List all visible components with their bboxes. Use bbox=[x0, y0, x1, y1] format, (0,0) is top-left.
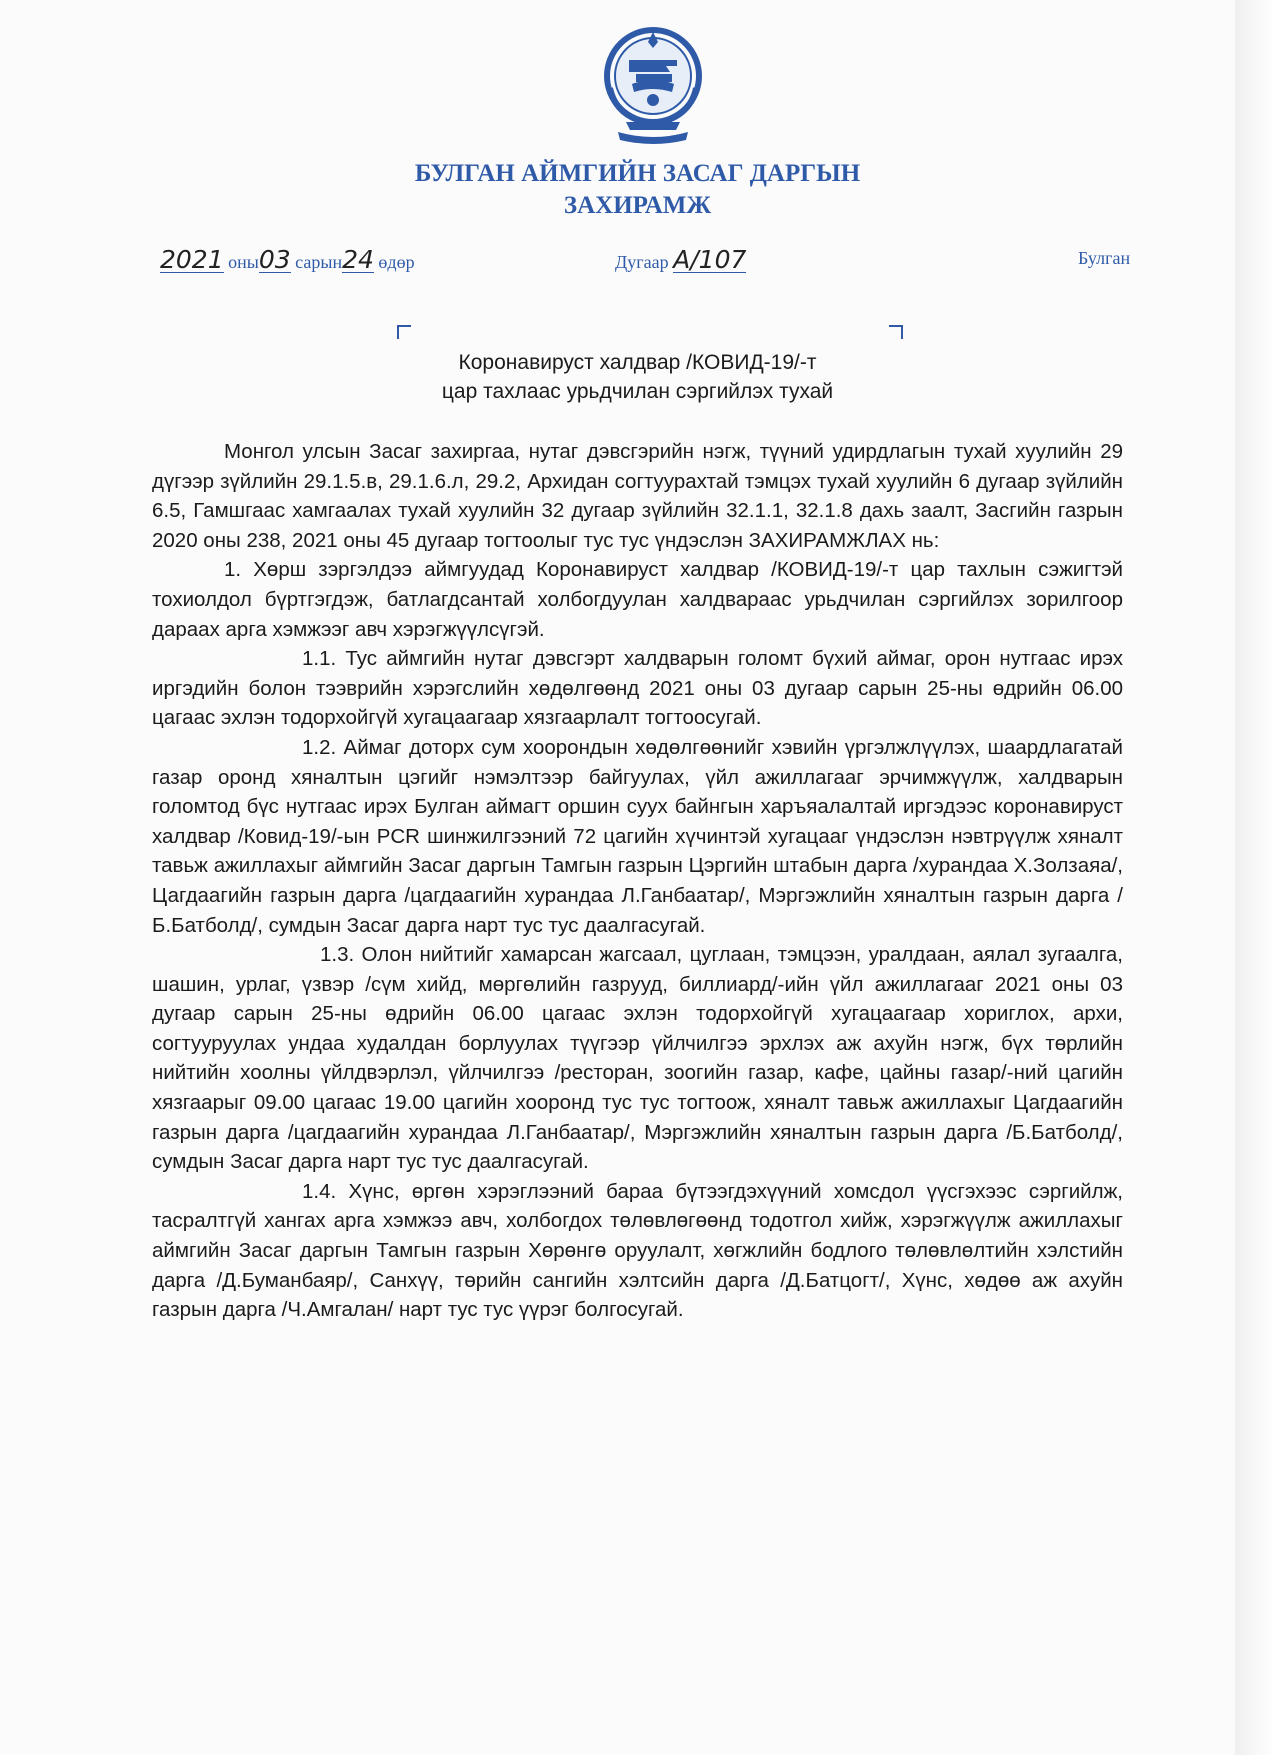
decree-number bbox=[615, 245, 747, 274]
subject-corner-left bbox=[397, 325, 411, 339]
date-day: 24 bbox=[342, 245, 374, 274]
clause-1-2: 1.2. Аймаг доторх сум хоорондын хөдөлгөөнийг хэвийн үргэлжлүүлэх, шаардлагатай газар оронд хяналтын цэгийг нэмэлтээр байгуулах, үйл ажиллагааг эрчимжүүлж, халдварын голомтод бүс нутгаас ирэх Булган аймагт оршин суух байнгын харъяалалтай иргэдээс коронавируст халдвар /Ковид-19/-ын PCR шинжилгээний 72 цагийн хүчинтэй хугацааг үндэслэн нэвтрүүлж хяналт тавьж ажиллахыг аймгийн Засаг даргын Тамгын газрын Цэргийн штабын дарга /хурандаа Х.Золзаяа/, Цагдаагийн газрын дарга /цагдаагийн хурандаа Л.Ганбаатар/, Мэргэжлийн хяналтын газрын дарга /Б.Батболд/, сумдын Засаг дарга нарт тус тус даалгасугай. bbox=[152, 735, 1123, 937]
clause-1-1: 1.1. Тус аймгийн нутаг дэвсгэрт халдварын голомт бүхий аймаг, орон нутгаас ирэх иргэдийн болон тээврийн хэрэгслийн хөдөлгөөнд 2021 оны 03 дугаар сарын 25-ны өдрийн 06.00 цагаас эхлэн тодорхойгүй хугацаагаар хязгаарлалт тогтоосугай. bbox=[152, 647, 1123, 730]
clause-1-3: 1.3. Олон нийтийг хамарсан жагсаал, цуглаан, тэмцээн, уралдаан, аялал зугаалга, шашин, урлаг, үзвэр /сүм хийд, мөргөлийн газрууд, биллиард/-ийн үйл ажиллагааг 2021 оны 03 дугаар сарын 25-ны өдрийн 06.00 цагаас эхлэн тодорхойгүй хугацаагаар хориглох, архи, согтууруулах ундаа худалдан борлуулах түүгээр үйлчилгээ эрхлэх аж ахуйн нэгж, бүх төрлийн нийтийн хоолны үйлдвэрлэл, үйлчилгээ /ресторан, зоогийн газар, кафе, цайны газар/-ний цагийн хязгаарыг 09.00 цагаас 19.00 цагийн хооронд тус тус тогтоож, хяналт тавьж ажиллахыг Цагдаагийн газрын дарга /цагдаагийн хурандаа Л.Ганбаатар/, Мэргэжлийн хяналтын газрын дарга /Б.Батболд/, сумдын Засаг дарга нарт тус тус даалгасугай. bbox=[152, 943, 1123, 1174]
subject-corner-right bbox=[889, 325, 903, 339]
clause-1-4: 1.4. Хүнс, өргөн хэрэглээний бараа бүтээгдэхүүний хомсдол үүсгэхээс сэргийлж, тасралтгүй хангах арга хэмжээ авч, холбогдох төлөвлөгөөнд тодотгол хийж, хэрэгжүүлж ажиллахыг аймгийн Засаг даргын Тамгын газрын Хөрөнгө оруулалт, хөгжлийн бодлого төлөвлөлтийн хэлстийн дарга /Д.Буманбаяр/, Санхүү, төрийн сангийн хэлтсийн дарга /Д.Батцогт/, Хүнс, хөдөө аж ахуйн газрын дарга /Ч.Амгалан/ нарт тус тус үүрэг болгосугай. bbox=[152, 1179, 1123, 1322]
subject-line2: цар тахлаас урьдчилан сэргийлэх тухай bbox=[441, 380, 834, 403]
subject-line1: Коронавируст халдвар /КОВИД-19/-т bbox=[458, 351, 817, 374]
state-emblem-icon bbox=[596, 18, 710, 148]
decree-body bbox=[152, 437, 1123, 1325]
date-year: 2021 bbox=[160, 245, 224, 274]
decree-place: Булган bbox=[1078, 248, 1131, 268]
date-month: 03 bbox=[258, 245, 291, 274]
number-value: А/107 bbox=[673, 245, 747, 274]
header-title-line1: БУЛГАН АЙМГИЙН ЗАСАГ ДАРГЫН bbox=[414, 160, 861, 187]
scan-edge bbox=[1235, 0, 1275, 1755]
date-day-suffix: өдөр bbox=[373, 252, 415, 272]
intro-paragraph: Монгол улсын Засаг захиргаа, нутаг дэвсгэрийн нэгж, түүний удирдлагын тухай хуулийн 29 дүгээр зүйлийн 29.1.5.в, 29.1.6.л, 29.2, Архидан согтуурахтай тэмцэх тухай хуулийн 6 дугаар зүйлийн 6.5, Гамшгаас хамгаалах тухай хуулийн 32 дугаар зүйлийн 32.1.1, 32.1.8 дахь заалт, Засгийн газрын 2020 оны 238, 2021 оны 45 дугаар тогтоолыг тус тус үндэслэн ЗАХИРАМЖЛАХ нь: bbox=[152, 440, 1123, 552]
header-title-line2: ЗАХИРАМЖ bbox=[563, 192, 712, 219]
date-month-suffix: сарын bbox=[290, 252, 343, 272]
clause-1: 1. Хөрш зэргэлдээ аймгуудад Коронавируст халдвар /КОВИД-19/-т цар тахлын сэжигтэй тохиолдол бүртгэгдэж, батлагдсантай холбогдуулан халдвараас урьдчилан сэргийлэх зорилгоор дараах арга хэмжээг авч хэрэгжүүлсүгэй. bbox=[152, 558, 1123, 641]
decree-header-title bbox=[0, 158, 1275, 222]
number-label: Дугаар bbox=[615, 252, 674, 272]
decree-subject bbox=[0, 348, 1275, 406]
date-year-suffix: оны bbox=[223, 252, 259, 272]
decree-date bbox=[160, 245, 415, 274]
